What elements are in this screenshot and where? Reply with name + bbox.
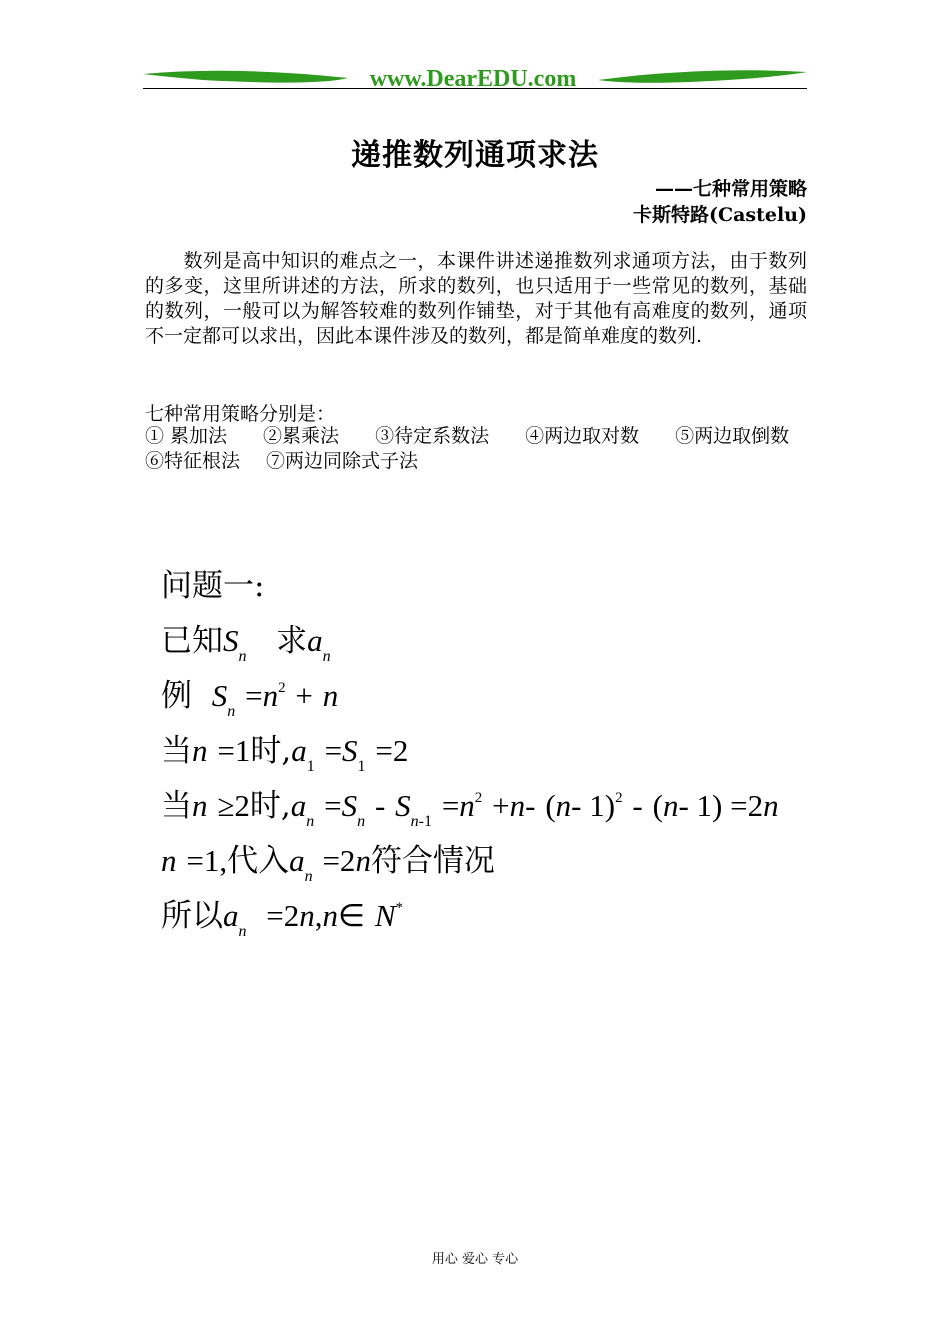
text-given: 已知: [161, 623, 223, 659]
math-line-case1: 当n =1时$,a_1 =S_1 =2$: [161, 733, 409, 775]
strategy-item: ③待定系数法: [375, 425, 490, 447]
author: 卡斯特路(Castelu): [632, 204, 807, 226]
strategy-item: ②累乘法: [263, 425, 340, 447]
site-name: www.DearEDU.com: [369, 66, 577, 92]
strategy-item: ⑦两边同除式子法: [266, 450, 419, 472]
text-when: 当: [161, 788, 192, 824]
text-time: 时,: [249, 788, 291, 824]
intro-paragraph: [145, 249, 807, 349]
math-line-example: 例 $S_n =n^2 + n$: [161, 678, 339, 720]
strategies-list: [145, 424, 807, 474]
text-when: 当: [161, 733, 192, 769]
math-line-case2: 当n ≥2时$,a_n =S_n - S_{n-1} =n^2 +n-$ (n- 1)$^2$ - (n- 1) =2n: [161, 788, 779, 830]
intro-text: 数列是高中知识的难点之一，本课件讲述递推数列求通项方法，由于数列的多变，这里所讲述的方法，所求的数列，也只适用于一些常见的数列，基础的数列，一般可以为解答较难的数列作铺垫，对于其他有高难度的数列，通项不一定都可以求出，因此本课件涉及的数列，都是简单难度的数列.: [145, 250, 807, 347]
math-line-check: n =1,代入$a_n =2n$符合情况: [161, 843, 495, 885]
text-therefore: 所以: [161, 898, 223, 934]
page-title: 递推数列通项求法: [351, 138, 599, 173]
strategy-item: ⑥特征根法: [145, 450, 241, 472]
subtitle: ——七种常用策略: [654, 178, 807, 200]
math-line-given: 已知$S_n$ 求$a_n$: [161, 623, 331, 665]
strategies-heading: 七种常用策略分别是：: [145, 403, 336, 425]
header-rule: [143, 88, 807, 89]
strategy-item: ④两边取对数: [525, 425, 640, 447]
left-leaf-swoosh: [143, 71, 348, 83]
strategy-item: ① 累加法: [145, 425, 228, 447]
text-time: 时,: [250, 733, 292, 769]
strategy-item: ⑤两边取倒数: [675, 425, 790, 447]
math-line-conclusion: 所以$a_n$ =2n,n∈ N*: [161, 898, 404, 940]
text-substitute: 代入: [227, 843, 290, 879]
right-leaf-swoosh: [598, 70, 807, 83]
text-find: 求: [276, 623, 308, 659]
problem-title: 问题一:: [161, 568, 265, 604]
page-footer: 用心 爱心 专心: [431, 1252, 519, 1267]
problem-heading: [161, 560, 264, 605]
text-example: 例: [161, 678, 192, 714]
text-fits: 符合情况: [370, 843, 495, 879]
